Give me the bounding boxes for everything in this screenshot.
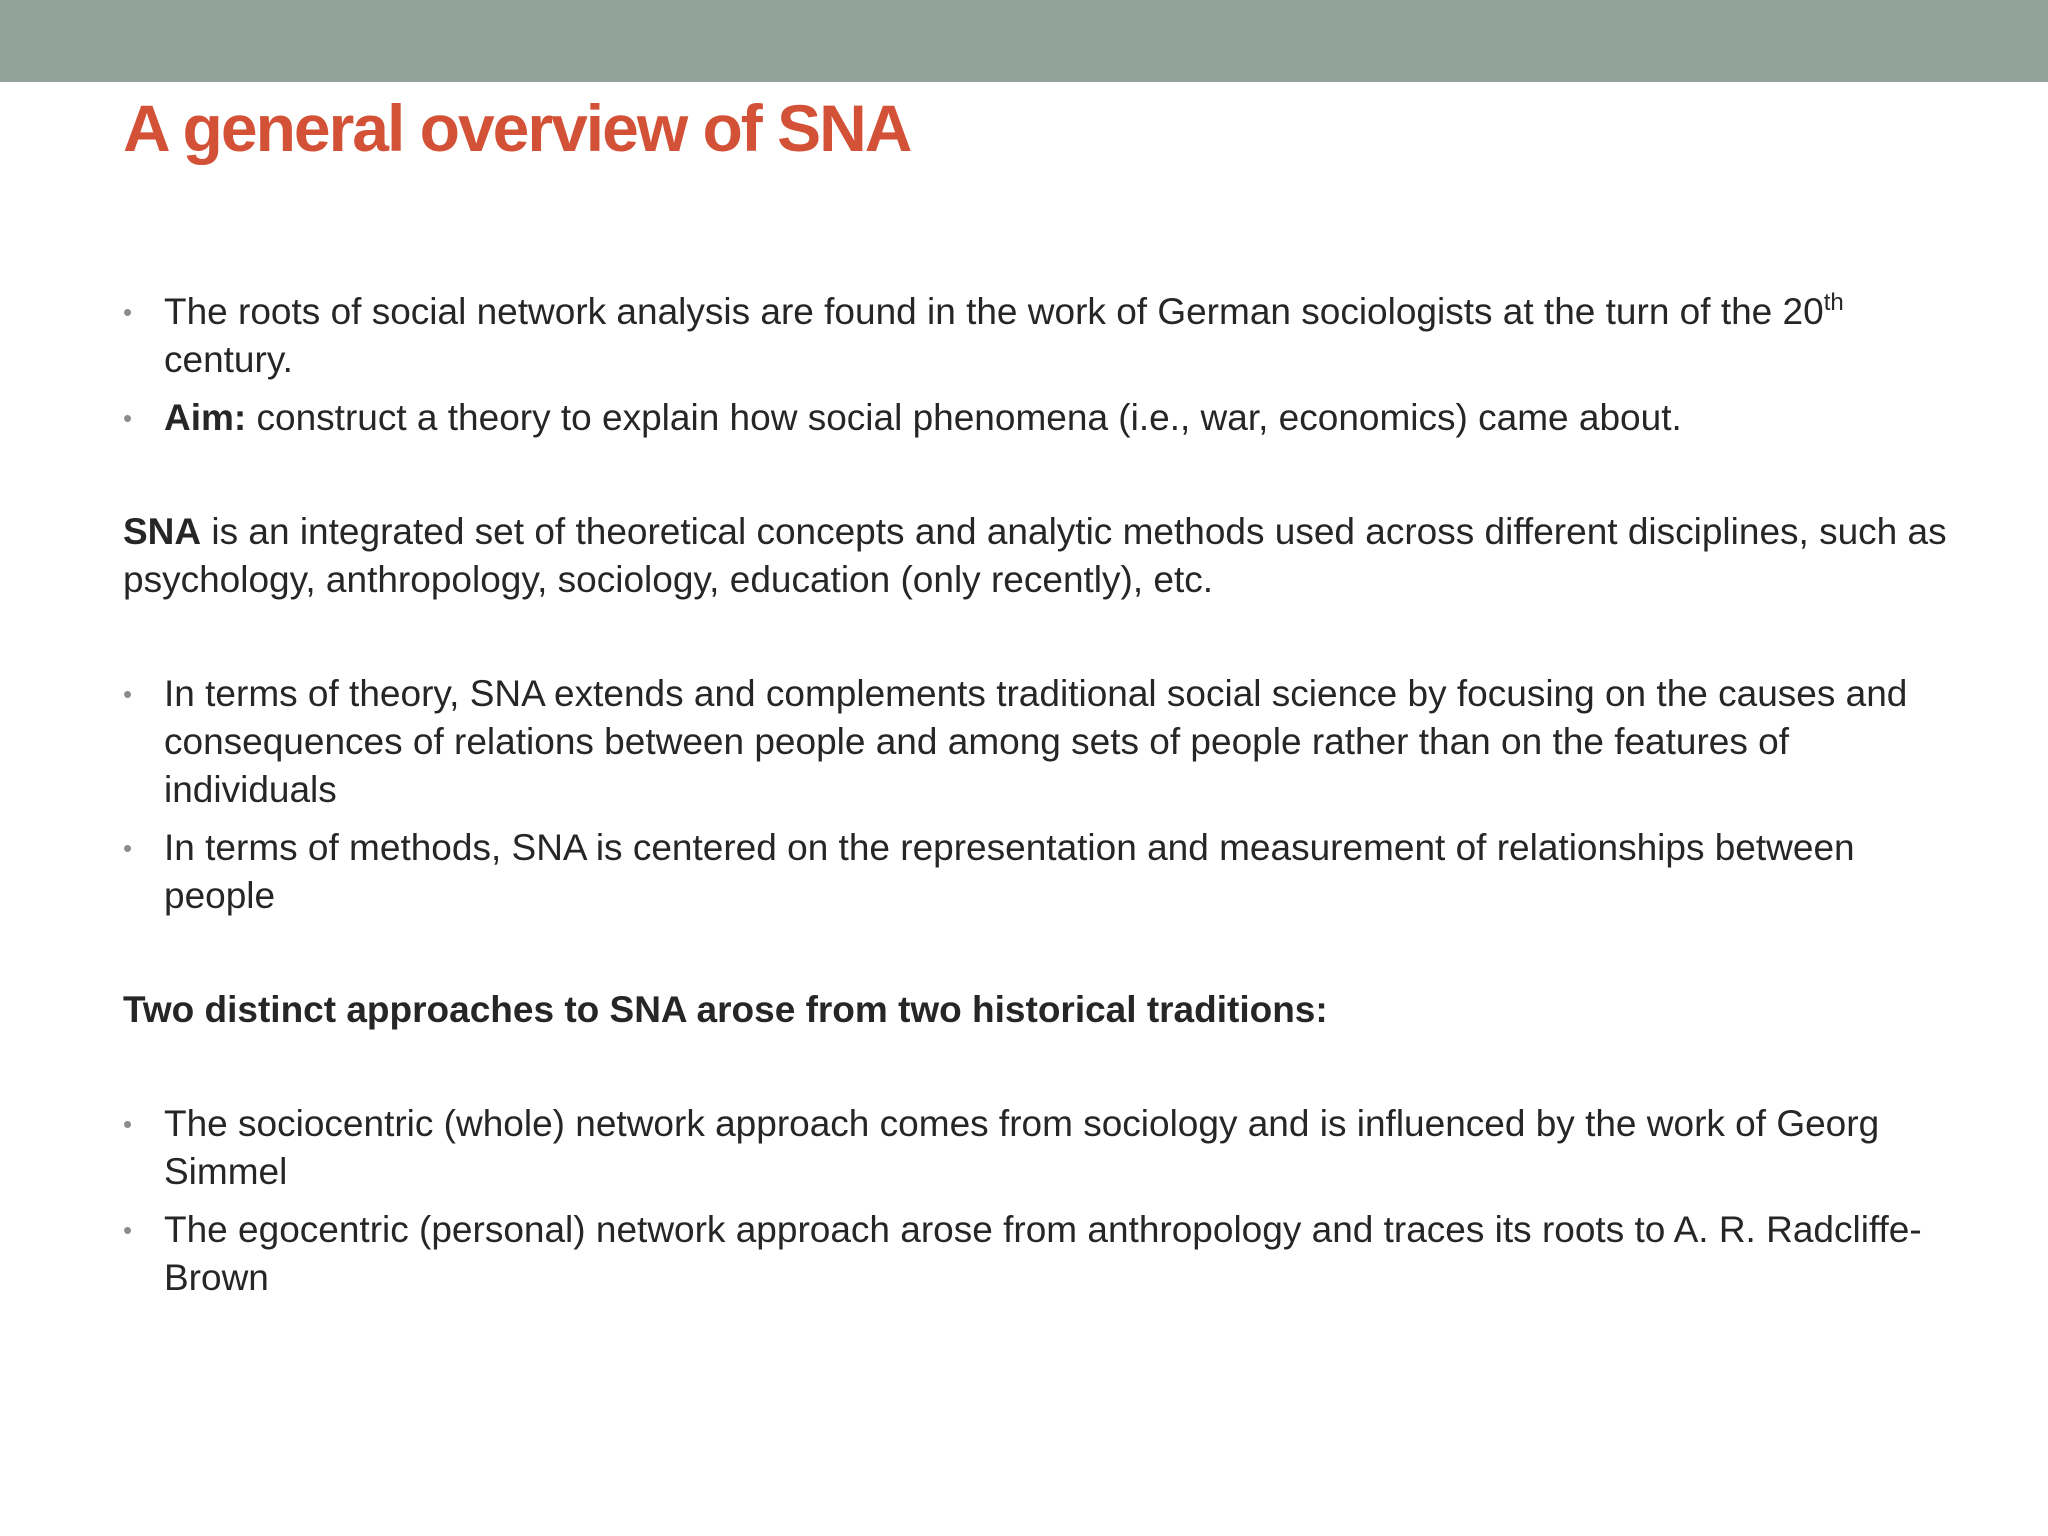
sna-definition-term: SNA <box>123 511 202 552</box>
bullet-sociocentric <box>123 1100 1953 1196</box>
sna-definition-text <box>123 508 1953 604</box>
bullet-aim <box>123 394 1953 442</box>
bullet-list-approaches <box>123 1100 1953 1312</box>
approaches-heading-block <box>123 986 1953 1034</box>
bullet-roots-text: The roots of social network analysis are found in the work of German sociologists at the turn of the 20 <box>164 291 1824 332</box>
ordinal-suffix: th <box>1823 289 1844 316</box>
bullet-dot-icon: • <box>123 297 133 327</box>
sna-definition <box>123 508 1953 604</box>
bullet-methods <box>123 824 1953 920</box>
bullet-roots <box>123 288 1953 384</box>
bullet-roots-tail: century. <box>164 339 293 380</box>
bullet-list-theory-methods <box>123 670 1953 930</box>
bullet-theory-text: In terms of theory, SNA extends and complements traditional social science by focusing on the causes and consequences of relations between people and among sets of people rather than on the features of individuals <box>164 673 1908 810</box>
bullet-theory <box>123 670 1953 814</box>
bullet-egocentric-text: The egocentric (personal) network approach arose from anthropology and traces its roots to A. R. Radcliffe-Brown <box>164 1209 1922 1298</box>
approaches-heading: Two distinct approaches to SNA arose from two historical traditions: <box>123 989 1328 1030</box>
bullet-dot-icon: • <box>123 1215 133 1245</box>
slide-title: A general overview of SNA <box>123 91 911 165</box>
bullet-dot-icon: • <box>123 1109 133 1139</box>
bullet-methods-text: In terms of methods, SNA is centered on the representation and measurement of relationships between people <box>164 827 1855 916</box>
bullet-aim-label: Aim: <box>164 397 247 438</box>
bullet-aim-text: construct a theory to explain how social phenomena (i.e., war, economics) came about. <box>246 397 1682 438</box>
bullet-dot-icon: • <box>123 833 133 863</box>
bullet-dot-icon: • <box>123 403 133 433</box>
sna-definition-body: is an integrated set of theoretical concepts and analytic methods used across different disciplines, such as psychology, anthropology, sociology, education (only recently), etc. <box>123 511 1947 600</box>
bullet-dot-icon: • <box>123 679 133 709</box>
header-bar <box>0 0 2048 82</box>
bullet-list-roots <box>123 288 1953 452</box>
bullet-sociocentric-text: The sociocentric (whole) network approach comes from sociology and is influenced by the work of Georg Simmel <box>164 1103 1880 1192</box>
bullet-egocentric <box>123 1206 1953 1302</box>
